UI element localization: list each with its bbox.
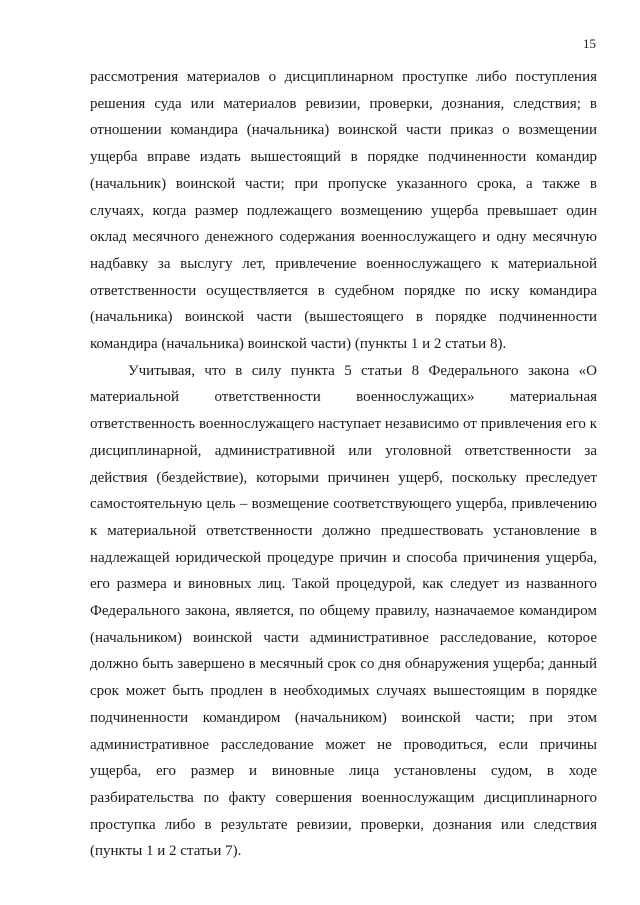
document-body [90, 64, 597, 865]
paragraph-considering: Учитывая, что в силу пункта 5 статьи 8 Федерального закона «О материальной ответственности военнослужащих» материальная ответственность военнослужащего наступает независимо от привлечения его к дисциплинарной, административной или уголовной ответственности за действия (бездействие), которыми причинен ущерб, поскольку преследует самостоятельную цель – возмещение соответствующего ущерба, привлечению к материальной ответственности должно предшествовать установление в надлежащей юридической процедуре причин и способа причинения ущерба, его размера и виновных лиц. Такой процедурой, как следует из названного Федерального закона, является, по общему правилу, назначаемое командиром (начальником) воинской части административное расследование, которое должно быть завершено в месячный срок со дня обнаружения ущерба; данный срок может быть продлен в необходимых случаях вышестоящим в порядке подчиненности командиром (начальником) воинской части; при этом административное расследование может не проводиться, если причины ущерба, его размер и виновные лица установлены судом, в ходе разбирательства по факту совершения военнослужащим дисциплинарного проступка либо в результате ревизии, проверки, дознания или следствия (пункты 1 и 2 статьи 7). [90, 362, 597, 860]
page-number: 15 [583, 36, 596, 51]
paragraph-continued: рассмотрения материалов о дисциплинарном проступке либо поступления решения суда или материалов ревизии, проверки, дознания, следствия; в отношении командира (начальника) воинской части приказ о возмещении ущерба вправе издать вышестоящий в порядке подчиненности командир (начальник) воинской части; при пропуске указанного срока, а также в случаях, когда размер подлежащего возмещению ущерба превышает один оклад месячного денежного содержания военнослужащего и одну месячную надбавку за выслугу лет, привлечение военнослужащего к материальной ответственности осуществляется в судебном порядке по иску командира (начальника) воинской части (вышестоящего в порядке подчиненности командира (начальника) воинской части) (пункты 1 и 2 статьи 8). [90, 69, 597, 353]
